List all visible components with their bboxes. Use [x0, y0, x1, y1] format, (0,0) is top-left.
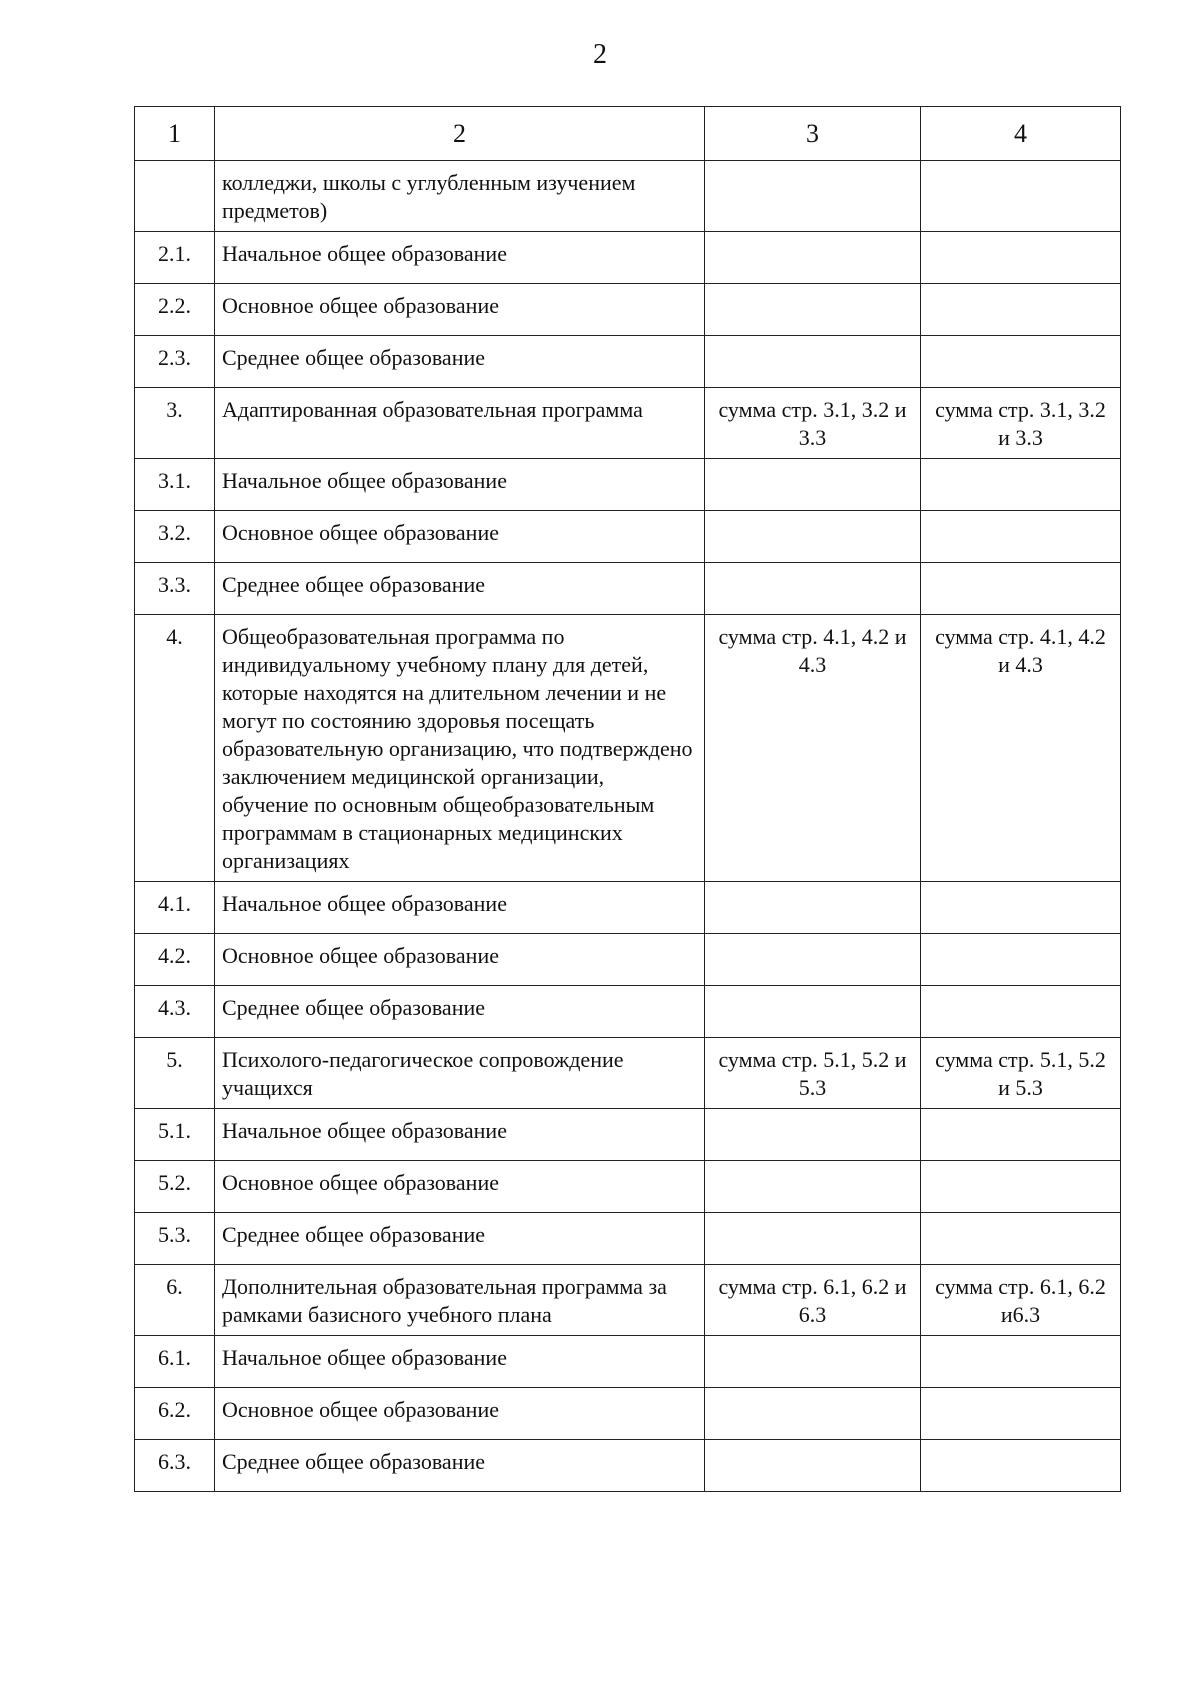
- table-row: [135, 563, 1121, 615]
- row-col4: [921, 563, 1121, 615]
- row-col3: сумма стр. 4.1, 4.2 и 4.3: [705, 615, 921, 882]
- row-col3: сумма стр. 6.1, 6.2 и 6.3: [705, 1265, 921, 1336]
- row-number: 2.3.: [135, 336, 215, 388]
- row-col4: [921, 511, 1121, 563]
- row-col3: [705, 1336, 921, 1388]
- row-col3: [705, 161, 921, 232]
- row-col4: [921, 161, 1121, 232]
- row-number: 6.1.: [135, 1336, 215, 1388]
- row-name: Психолого-педагогическое сопровождение учащихся: [215, 1038, 705, 1109]
- row-number: 5.2.: [135, 1161, 215, 1213]
- row-col4: [921, 1161, 1121, 1213]
- row-col4: [921, 284, 1121, 336]
- row-col4: [921, 882, 1121, 934]
- row-name: Среднее общее образование: [215, 563, 705, 615]
- row-number: 4.3.: [135, 986, 215, 1038]
- row-col3: [705, 336, 921, 388]
- row-number: [135, 161, 215, 232]
- row-name: Начальное общее образование: [215, 232, 705, 284]
- table-row: [135, 232, 1121, 284]
- row-number: 3.3.: [135, 563, 215, 615]
- table-header-row: [135, 107, 1121, 161]
- report-table: [134, 106, 1121, 1492]
- row-number: 4.2.: [135, 934, 215, 986]
- table-row: [135, 161, 1121, 232]
- row-col4: [921, 1336, 1121, 1388]
- table-row: [135, 388, 1121, 459]
- row-name: Основное общее образование: [215, 511, 705, 563]
- row-col4: сумма стр. 5.1, 5.2 и 5.3: [921, 1038, 1121, 1109]
- row-col4: [921, 1440, 1121, 1492]
- row-col3: [705, 563, 921, 615]
- table-row: [135, 934, 1121, 986]
- row-number: 2.2.: [135, 284, 215, 336]
- row-col3: [705, 1109, 921, 1161]
- row-name: Основное общее образование: [215, 1388, 705, 1440]
- table-row: [135, 1161, 1121, 1213]
- row-name: Начальное общее образование: [215, 459, 705, 511]
- row-col3: сумма стр. 3.1, 3.2 и 3.3: [705, 388, 921, 459]
- row-name: Основное общее образование: [215, 1161, 705, 1213]
- row-name: Среднее общее образование: [215, 1213, 705, 1265]
- table-row: [135, 1440, 1121, 1492]
- row-number: 3.1.: [135, 459, 215, 511]
- table-row: [135, 1213, 1121, 1265]
- row-col3: сумма стр. 5.1, 5.2 и 5.3: [705, 1038, 921, 1109]
- table-row: [135, 1388, 1121, 1440]
- row-col4: [921, 1213, 1121, 1265]
- row-col3: [705, 459, 921, 511]
- table-row: [135, 1265, 1121, 1336]
- row-name: Среднее общее образование: [215, 336, 705, 388]
- header-cell-2: 2: [215, 107, 705, 161]
- row-col3: [705, 1388, 921, 1440]
- row-number: 5.: [135, 1038, 215, 1109]
- table-row: [135, 1038, 1121, 1109]
- table-row: [135, 459, 1121, 511]
- row-col3: [705, 1161, 921, 1213]
- row-number: 6.: [135, 1265, 215, 1336]
- row-name: колледжи, школы с углубленным изучением предметов): [215, 161, 705, 232]
- row-number: 3.2.: [135, 511, 215, 563]
- row-name: Общеобразовательная программа по индивидуальному учебному плану для детей, которые находятся на длительном лечении и не могут по состоянию здоровья посещать образовательную организацию, что подтверждено заключением медицинской организации, обучение по основным общеобразовательным программам в стационарных медицинских организациях: [215, 615, 705, 882]
- row-name: Адаптированная образовательная программа: [215, 388, 705, 459]
- row-number: 4.: [135, 615, 215, 882]
- table-row: [135, 615, 1121, 882]
- row-col4: [921, 232, 1121, 284]
- row-col3: [705, 882, 921, 934]
- table-row: [135, 336, 1121, 388]
- table-row: [135, 1336, 1121, 1388]
- table-row: [135, 882, 1121, 934]
- row-name: Среднее общее образование: [215, 1440, 705, 1492]
- row-col4: [921, 1109, 1121, 1161]
- row-name: Основное общее образование: [215, 284, 705, 336]
- row-name: Основное общее образование: [215, 934, 705, 986]
- row-col3: [705, 232, 921, 284]
- row-col3: [705, 511, 921, 563]
- row-col4: [921, 459, 1121, 511]
- row-col4: [921, 1388, 1121, 1440]
- row-col4: сумма стр. 4.1, 4.2 и 4.3: [921, 615, 1121, 882]
- header-cell-3: 3: [705, 107, 921, 161]
- header-cell-1: 1: [135, 107, 215, 161]
- row-col4: [921, 336, 1121, 388]
- row-col3: [705, 284, 921, 336]
- row-number: 2.1.: [135, 232, 215, 284]
- table-row: [135, 284, 1121, 336]
- row-number: 4.1.: [135, 882, 215, 934]
- row-number: 3.: [135, 388, 215, 459]
- row-col3: [705, 1213, 921, 1265]
- row-name: Начальное общее образование: [215, 1109, 705, 1161]
- row-number: 5.3.: [135, 1213, 215, 1265]
- row-number: 6.2.: [135, 1388, 215, 1440]
- header-cell-4: 4: [921, 107, 1121, 161]
- row-number: 6.3.: [135, 1440, 215, 1492]
- row-col3: [705, 934, 921, 986]
- table-row: [135, 986, 1121, 1038]
- row-col4: [921, 986, 1121, 1038]
- row-col4: [921, 934, 1121, 986]
- row-name: Начальное общее образование: [215, 882, 705, 934]
- row-col4: сумма стр. 3.1, 3.2 и 3.3: [921, 388, 1121, 459]
- row-name: Начальное общее образование: [215, 1336, 705, 1388]
- table-row: [135, 1109, 1121, 1161]
- row-name: Среднее общее образование: [215, 986, 705, 1038]
- row-number: 5.1.: [135, 1109, 215, 1161]
- row-col3: [705, 986, 921, 1038]
- table-row: [135, 511, 1121, 563]
- row-col4: сумма стр. 6.1, 6.2 и6.3: [921, 1265, 1121, 1336]
- row-col3: [705, 1440, 921, 1492]
- row-name: Дополнительная образовательная программа за рамками базисного учебного плана: [215, 1265, 705, 1336]
- page-number: 2: [593, 39, 607, 70]
